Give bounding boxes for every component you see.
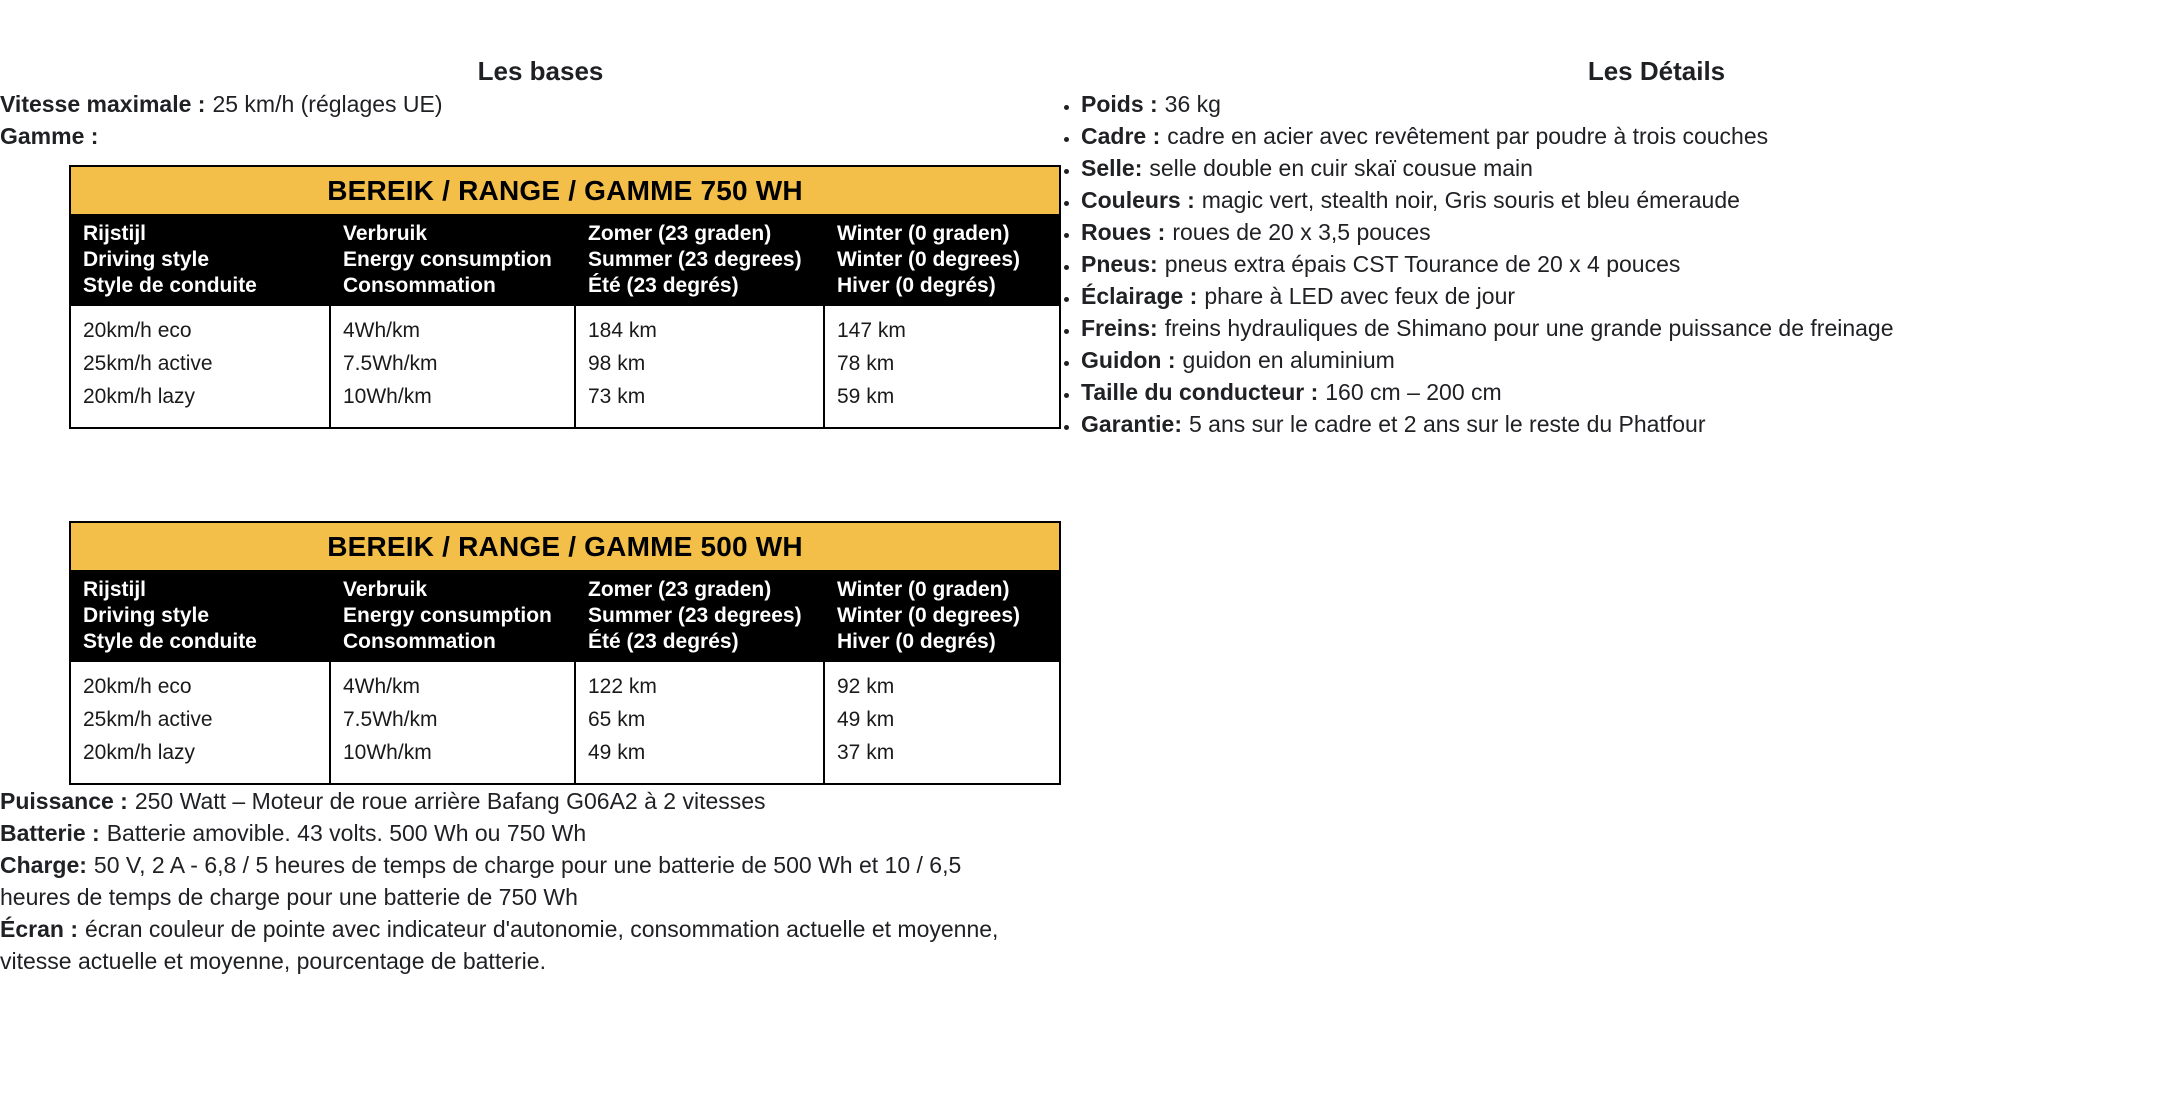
table-value: 20km/h eco: [83, 319, 192, 342]
spec-label: Écran :: [0, 916, 78, 942]
column-header-consumption: [330, 215, 575, 305]
spec-label: Vitesse maximale :: [0, 91, 206, 117]
list-item: [1081, 184, 2162, 216]
column-header-line: Zomer (23 graden): [588, 222, 772, 245]
list-item: [1081, 408, 2162, 440]
spec-value: roues de 20 x 3,5 pouces: [1172, 219, 1431, 245]
table-value: 98 km: [588, 352, 646, 375]
details-bullet-list: [1081, 88, 2162, 440]
table-value: 20km/h lazy: [83, 741, 196, 764]
column-header-consumption: [330, 571, 575, 661]
table-value: 25km/h active: [83, 352, 213, 375]
table-title-row: [70, 522, 1060, 571]
spec-value: phare à LED avec feux de jour: [1204, 283, 1516, 309]
table-cell-driving-style: [70, 661, 330, 784]
table-value: 49 km: [588, 741, 646, 764]
table-cell-winter-range: [824, 305, 1060, 428]
technical-bullet-list: [0, 785, 1012, 977]
column-header-line: Winter (0 graden): [837, 578, 1010, 601]
table-value: 184 km: [588, 319, 657, 342]
section-les-bases: [0, 0, 1081, 977]
table-header-row: [70, 571, 1060, 661]
spec-value: 36 kg: [1164, 91, 1221, 117]
table-value: 7.5Wh/km: [343, 708, 438, 731]
list-item: [1081, 376, 2162, 408]
column-header-line: Rijstijl: [83, 578, 147, 601]
column-header-winter: [824, 215, 1060, 305]
list-item: [0, 785, 1012, 817]
spec-label: Éclairage :: [1081, 283, 1198, 309]
column-header-line: Style de conduite: [83, 274, 257, 297]
section-title-les-bases: Les bases: [477, 56, 604, 86]
column-header-line: Été (23 degrés): [588, 274, 739, 297]
spec-label: Batterie :: [0, 820, 100, 846]
table-value: 92 km: [837, 675, 895, 698]
list-item: [1081, 248, 2162, 280]
table-value: 10Wh/km: [343, 741, 432, 764]
list-item: [0, 913, 1012, 977]
column-header-line: Winter (0 degrees): [837, 604, 1021, 627]
table-value: 122 km: [588, 675, 657, 698]
range-table-750wh: [69, 165, 1061, 429]
spec-value: écran couleur de pointe avec indicateur d'autonomie, consommation actuelle et moyenne, vitesse actuelle et moyenne, pourcentage de batterie.: [0, 916, 999, 974]
column-header-winter: [824, 571, 1060, 661]
list-item: [0, 88, 1081, 120]
spec-value: 250 Watt – Moteur de roue arrière Bafang G06A2 à 2 vitesses: [134, 788, 766, 814]
table-value: 59 km: [837, 385, 895, 408]
column-header-line: Verbruik: [343, 222, 428, 245]
column-header-line: Winter (0 graden): [837, 222, 1010, 245]
table-data-area: [70, 305, 1060, 428]
list-item: [0, 120, 1081, 152]
spec-label: Cadre :: [1081, 123, 1161, 149]
spec-label: Taille du conducteur :: [1081, 379, 1319, 405]
spec-value: guidon en aluminium: [1182, 347, 1395, 373]
table-cell-summer-range: [575, 661, 824, 784]
column-header-line: Summer (23 degrees): [588, 248, 802, 271]
list-item: [1081, 280, 2162, 312]
table-value: 7.5Wh/km: [343, 352, 438, 375]
column-header-line: Verbruik: [343, 578, 428, 601]
list-item: [1081, 120, 2162, 152]
table-title-row: [70, 166, 1060, 215]
list-item: [1081, 88, 2162, 120]
column-header-line: Zomer (23 graden): [588, 578, 772, 601]
spec-value: 5 ans sur le cadre et 2 ans sur le reste du Phatfour: [1188, 411, 1706, 437]
spec-label: Gamme :: [0, 123, 99, 149]
table-cell-driving-style: [70, 305, 330, 428]
intro-bullet-list: [0, 88, 1081, 152]
table-cell-winter-range: [824, 661, 1060, 784]
column-header-line: Consommation: [343, 630, 496, 653]
table-value: 49 km: [837, 708, 895, 731]
column-header-line: Summer (23 degrees): [588, 604, 802, 627]
table-value: 37 km: [837, 741, 895, 764]
spec-label: Puissance :: [0, 788, 128, 814]
spec-value: 25 km/h (réglages UE): [212, 91, 443, 117]
column-header-summer: [575, 215, 824, 305]
column-header-line: Hiver (0 degrés): [837, 630, 996, 653]
table-value: 10Wh/km: [343, 385, 432, 408]
table-value: 25km/h active: [83, 708, 213, 731]
column-header-line: Driving style: [83, 604, 210, 627]
table-value: 20km/h lazy: [83, 385, 196, 408]
column-header-driving-style: [70, 571, 330, 661]
spec-value: selle double en cuir skaï cousue main: [1149, 155, 1533, 181]
column-header-line: Rijstijl: [83, 222, 147, 245]
table-cell-consumption: [330, 305, 575, 428]
column-header-line: Été (23 degrés): [588, 630, 739, 653]
spec-value: 160 cm – 200 cm: [1325, 379, 1502, 405]
spec-label: Couleurs :: [1081, 187, 1195, 213]
section-title-les-details: Les Détails: [1587, 56, 1726, 86]
spec-label: Selle:: [1081, 155, 1143, 181]
spec-label: Garantie:: [1081, 411, 1182, 437]
spec-label: Guidon :: [1081, 347, 1176, 373]
spec-value: cadre en acier avec revêtement par poudre à trois couches: [1167, 123, 1769, 149]
column-header-line: Hiver (0 degrés): [837, 274, 996, 297]
list-item: [0, 817, 1012, 849]
table-value: 4Wh/km: [343, 675, 421, 698]
table-title: BEREIK / RANGE / GAMME 750 WH: [70, 166, 1060, 215]
spec-label: Pneus:: [1081, 251, 1158, 277]
table-value: 65 km: [588, 708, 646, 731]
spec-value: freins hydrauliques de Shimano pour une grande puissance de freinage: [1164, 315, 1894, 341]
table-data-area: [70, 661, 1060, 784]
spec-label: Roues :: [1081, 219, 1166, 245]
table-value: 78 km: [837, 352, 895, 375]
spec-value: magic vert, stealth noir, Gris souris et bleu émeraude: [1201, 187, 1740, 213]
table-cell-consumption: [330, 661, 575, 784]
column-header-line: Winter (0 degrees): [837, 248, 1021, 271]
spec-label: Poids :: [1081, 91, 1158, 117]
column-header-driving-style: [70, 215, 330, 305]
list-item: [1081, 152, 2162, 184]
spec-value: 50 V, 2 A - 6,8 / 5 heures de temps de charge pour une batterie de 500 Wh et 10 / 6,5 heures de temps de charge pour une batterie de 750 Wh: [0, 852, 962, 910]
spec-label: Charge:: [0, 852, 87, 878]
column-header-line: Driving style: [83, 248, 210, 271]
table-value: 20km/h eco: [83, 675, 192, 698]
column-header-line: Energy consumption: [343, 248, 552, 271]
section-les-details: [1081, 0, 2162, 977]
column-header-line: Consommation: [343, 274, 496, 297]
table-title: BEREIK / RANGE / GAMME 500 WH: [70, 522, 1060, 571]
column-header-summer: [575, 571, 824, 661]
column-header-line: Style de conduite: [83, 630, 257, 653]
list-item: [1081, 216, 2162, 248]
table-value: 147 km: [837, 319, 906, 342]
spec-value: Batterie amovible. 43 volts. 500 Wh ou 750 Wh: [106, 820, 587, 846]
table-header-row: [70, 215, 1060, 305]
list-item: [0, 849, 1012, 913]
table-value: 4Wh/km: [343, 319, 421, 342]
table-value: 73 km: [588, 385, 646, 408]
range-table-500wh: [69, 521, 1061, 785]
table-cell-summer-range: [575, 305, 824, 428]
spec-label: Freins:: [1081, 315, 1158, 341]
spec-value: pneus extra épais CST Tourance de 20 x 4 pouces: [1164, 251, 1681, 277]
list-item: [1081, 344, 2162, 376]
list-item: [1081, 312, 2162, 344]
column-header-line: Energy consumption: [343, 604, 552, 627]
